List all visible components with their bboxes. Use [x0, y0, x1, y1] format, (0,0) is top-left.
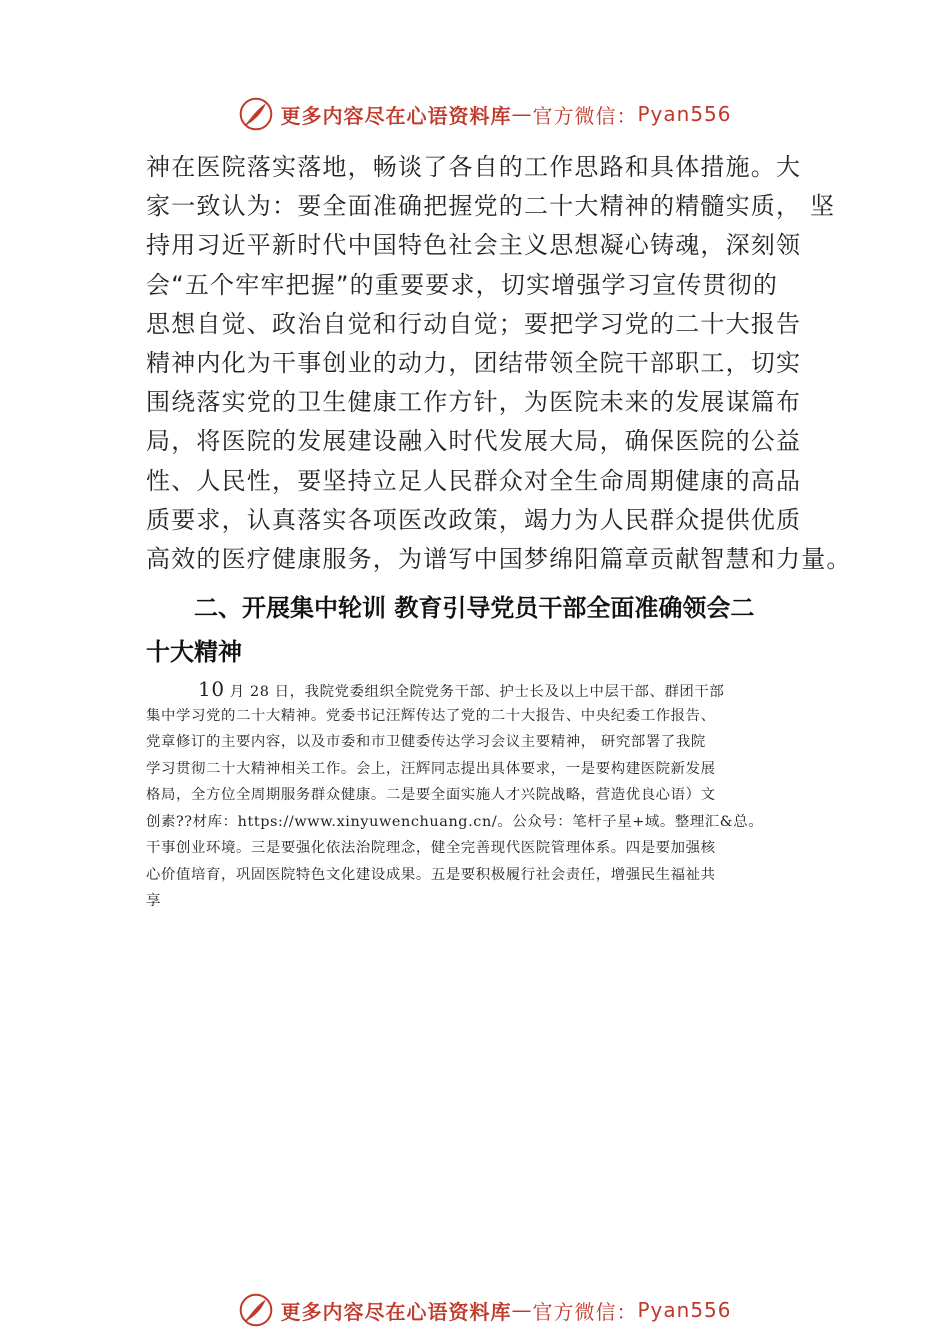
body-line: 性、人民性，要坚持立足人民群众对全生命周期健康的高品	[146, 466, 802, 495]
small-line: 创素??材库：https://www.xinyuwenchuang.cn/。公众号：笔杆子星+域。整理汇&总。	[146, 813, 764, 830]
footer-banner	[0, 1288, 950, 1332]
body-line: 神在医院落实落地，畅谈了各自的工作思路和具体措施。大	[146, 153, 802, 181]
header-banner	[0, 92, 950, 136]
body-line: 高效的医疗健康服务，为谱写中国梦绵阳篇章贡献智慧和力量。	[146, 544, 852, 573]
body-line: 质要求，认真落实各项医改政策，竭力为人民群众提供优质	[146, 505, 802, 534]
banner-wechat-label: 官方微信：	[532, 103, 638, 128]
banner-text: 更多内容尽在心语资料库	[280, 103, 512, 128]
body-line: 围绕落实党的卫生健康工作方针，为医院未来的发展谋篇布	[146, 388, 802, 417]
banner-text: 更多内容尽在心语资料库	[280, 1299, 512, 1324]
small-line: 干事创业环境。三是要强化依法治院理念，健全完善现代医院管理体系。四是要加强核	[146, 840, 716, 856]
body-paragraph	[146, 148, 852, 579]
heading-line: 十大精神	[146, 638, 242, 666]
small-paragraph	[146, 676, 846, 915]
banner-wechat-account: Pyan556	[637, 1298, 732, 1322]
banner-dash: —	[511, 102, 533, 126]
section-heading	[146, 586, 836, 674]
body-line: 会“五个牢牢把握”的重要要求，切实增强学习宣传贯彻的	[146, 270, 779, 299]
heading-line: 二、开展集中轮训 教育引导党员干部全面准确领会二	[194, 594, 755, 622]
feather-pen-logo-icon	[238, 96, 274, 132]
date-number: 10	[198, 677, 225, 701]
small-line: 党章修订的主要内容，以及市委和市卫健委传达学习会议主要精神， 研究部署了我院	[146, 734, 706, 750]
banner-wechat-label: 官方微信：	[532, 1299, 638, 1324]
body-line: 持用习近平新时代中国特色社会主义思想凝心铸魂，深刻领	[146, 231, 802, 260]
banner-dash: —	[511, 1298, 533, 1322]
body-line: 精神内化为干事创业的动力，团结带领全院干部职工，切实	[146, 348, 802, 377]
small-line: 心价值培育，巩固医院特色文化建设成果。五是要积极履行社会责任，增强民生福祉共	[146, 866, 716, 883]
banner-wechat-account: Pyan556	[637, 102, 732, 126]
small-line: 集中学习党的二十大精神。党委书记汪辉传达了党的二十大报告、中央纪委工作报告、	[146, 707, 716, 724]
feather-pen-logo-icon	[238, 1292, 274, 1328]
small-line	[146, 676, 846, 703]
small-line: 格局，全方位全周期服务群众健康。二是要全面实施人才兴院战略，营造优良心语）文	[146, 787, 716, 803]
body-line: 家一致认为：要全面准确把握党的二十大精神的精髓实质， 坚	[146, 192, 836, 221]
small-line: 学习贯彻二十大精神相关工作。会上，汪辉同志提出具体要求，一是要构建医院新发展	[146, 760, 716, 777]
small-line-rest: 月 28 日，我院党委组织全院党务干部、护士长及以上中层干部、群团干部	[224, 684, 725, 700]
small-line: 享	[146, 893, 161, 909]
body-line: 局，将医院的发展建设融入时代发展大局，确保医院的公益	[146, 427, 802, 456]
body-line: 思想自觉、政治自觉和行动自觉；要把学习党的二十大报告	[146, 309, 802, 338]
